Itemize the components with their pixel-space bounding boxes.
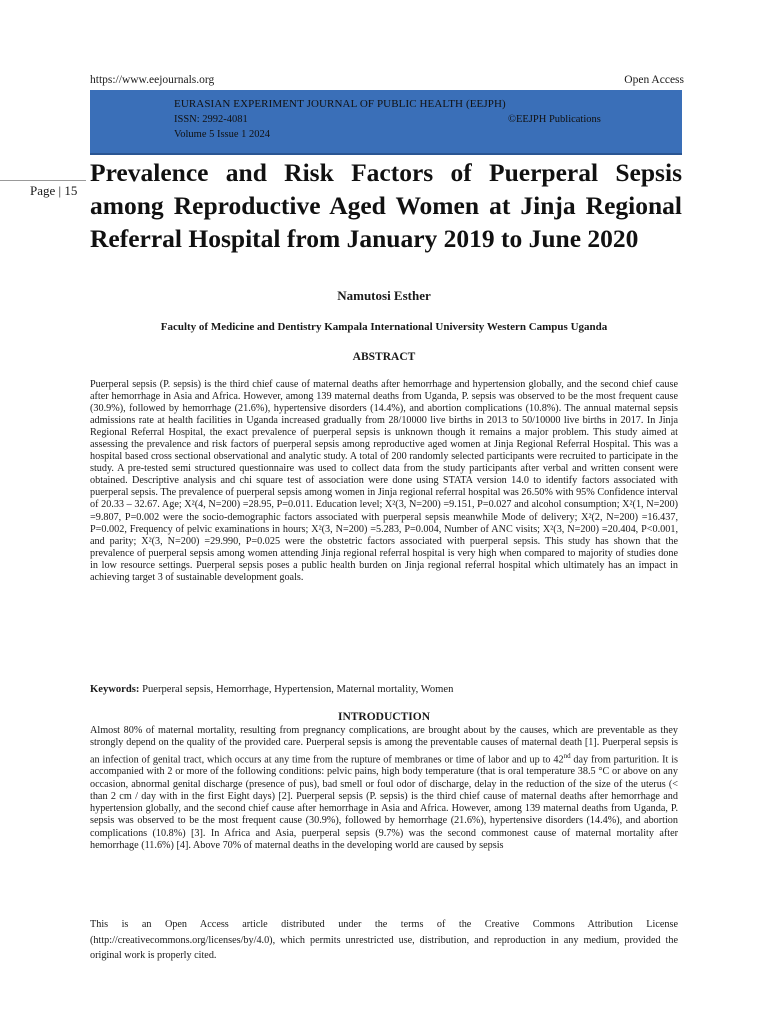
- keywords-list: Puerperal sepsis, Hemorrhage, Hypertension, Maternal mortality, Women: [142, 684, 454, 695]
- paper-title: Prevalence and Risk Factors of Puerperal Sepsis among Reproductive Aged Women at Jinja Regional Referral Hospital from January 2019 to June 2020: [90, 158, 682, 253]
- journal-name: EURASIAN EXPERIMENT JOURNAL OF PUBLIC HEALTH (EEJPH): [174, 98, 506, 110]
- author-name: Namutosi Esther: [337, 288, 431, 303]
- abstract-text: Puerperal sepsis (P. sepsis) is the third chief cause of maternal deaths after hemorrhage and hypertension globally, and the second chief cause after hemorrhage in Asia and Africa. However, among 139 maternal deaths from Uganda, P. sepsis was observed to be the most frequent cause (30.9%), followed by hemorrhage (21.6%), hypertensive disorders (14.4%), and abortion complications (10.8%). The annual maternal sepsis admissions rate at health facilities in Uganda increased gradually from 28/10000 live births in 2013 to 50/10000 live births in 2017. In Jinja Regional Referral Hospital, the exact prevalence of puerperal sepsis is unknown though it remains a major problem. This study aimed at assessing the prevalence and risk factors of puerperal sepsis among reproductive aged women at Jinja Regional Referral Hospital. This was a hospital based cross sectional observational and analytic study. A total of 200 randomly selected participants were recruited to participate in the study. A pre-tested semi structured questionnaire was used to collect data from the study participants after verbal and written consent were obtained. Descriptive analysis and chi square test of association were done using STATA version 14.0 to identify factors associated with puerperal sepsis. The prevalence of puerperal sepsis among women in Jinja regional referral hospital was 26.50% with 95% Confidence interval of 20.33 – 32.67. Age; X²(4, N=200) =28.95, P=0.011. Education level; X²(3, N=200) =9.151, P=0.027 and alcohol consumption; X²(1, N=200) =9.807, P=0.002 were the socio-demographic factors associated with puerperal sepsis meanwhile Mode of delivery; X²(2, N=200) =16.437, P=0.002, Frequency of pelvic examinations in hours; X²(3, N=200) =5.283, P=0.004, Number of ANC visits; X²(3, N=200) =20.404, P<0.001, and parity; X²(3, N=200) =29.990, P=0.025 were the obstetric factors associated with puerperal sepsis. This study has shown that the prevalence of puerperal sepsis among women attending Jinja regional referral hospital is very high when compared to majority of studies done in low resource settings. Puerperal sepsis poses a public health burden on Jinja regional referral hospital which ultimately has an impact in achieving target 3 of sustainable development goals.: [90, 379, 678, 583]
- intro-text-part-2: day from parturition. It is accompanied with 2 or more of the following conditions: pelvic pains, high body temperature (that is oral temperature 38.5 °C or above on any occasion, abnormal genital discharge (presence of pus), bad smell or foul odor of discharge, delay in the reduction of the size of the uterus (< than 2 cm / day with in the first Eight days) [2]. Puerperal sepsis (P. sepsis) is the third chief cause of maternal deaths after hemorrhage and hypertension globally, and the second chief cause after hemorrhage in Asia and Africa. However, among 139 maternal deaths from Uganda, P. sepsis was observed to be the most frequent cause (30.9%), followed by hemorrhage (21.6%), hypertensive disorders (14.4%), and abortion complications (10.8%) [3]. In Africa and Asia, puerperal sepsis (9.7%) was the second commonest cause of maternal mortality after hemorrhage (11.6%) [4]. Above 70% of maternal deaths in the developing world are caused by sepsis: [90, 753, 678, 852]
- journal-banner: [90, 90, 682, 155]
- license-text: This is an Open Access article distributed under the terms of the Creative Commons Attribution License (http://creativecommons.org/licenses/by/4.0), which permits unrestricted use, distribution, and reproduction in any medium, provided the original work is properly cited.: [90, 919, 678, 961]
- introduction-heading: INTRODUCTION: [337, 711, 430, 723]
- journal-issn: ISSN: 2992-4081: [174, 114, 248, 125]
- keywords-line: [90, 684, 678, 695]
- introduction-text: [90, 725, 678, 852]
- journal-publisher: ©EEJPH Publications: [508, 114, 601, 125]
- journal-volume: Volume 5 Issue 1 2024: [174, 129, 271, 140]
- author-affiliation: Faculty of Medicine and Dentistry Kampala International University Western Campus Uganda: [160, 321, 608, 333]
- abstract-heading: ABSTRACT: [352, 351, 416, 363]
- keywords-label: Keywords:: [90, 684, 140, 695]
- page-label-rule: [0, 180, 86, 181]
- page-number: Page | 15: [30, 183, 78, 198]
- open-access-label: Open Access: [624, 74, 684, 86]
- intro-text-part-1: Almost 80% of maternal mortality, resulting from pregnancy complications, are brought about by the causes, which are preventable as they strongly depend on the quality of the provided care. Puerperal sepsis is among the preventable causes of maternal death [1]. Puerperal sepsis is an infection of genital tract, which occurs at any time from the rupture of membranes or time of labor and up to 42: [90, 725, 678, 765]
- intro-superscript: nd: [563, 751, 571, 760]
- journal-url-link[interactable]: https://www.eejournals.org: [90, 74, 215, 86]
